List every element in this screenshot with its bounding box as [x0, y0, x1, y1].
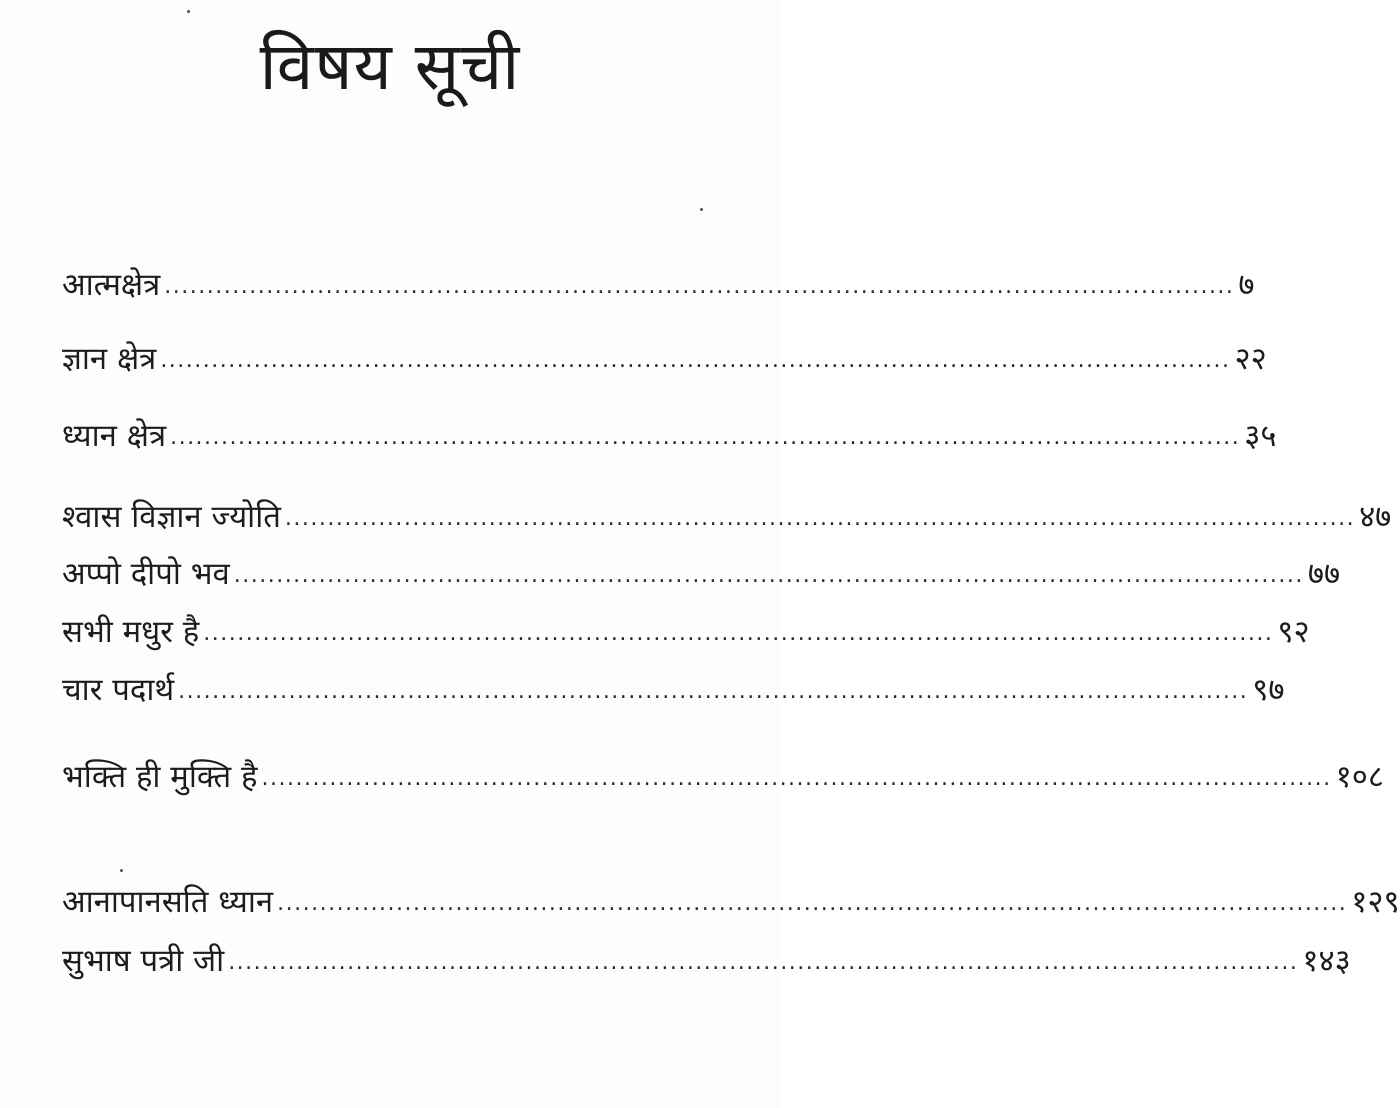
toc-entry — [62, 609, 1310, 655]
toc-leader-dots: .............................................................................................................................. — [203, 621, 1274, 646]
toc-leader-dots: .............................................................................................................................. — [170, 425, 1241, 450]
toc-entry — [62, 262, 1255, 308]
toc-leader-dots: .............................................................................................................................. — [261, 766, 1332, 791]
toc-entry — [62, 551, 1341, 597]
toc-entry-title: सभी मधुर है — [62, 614, 200, 650]
toc-entry — [62, 413, 1277, 459]
toc-entry — [62, 336, 1267, 382]
scan-speck — [187, 10, 190, 13]
toc-entry-title: सुभाष पत्री जी — [62, 943, 225, 979]
toc-entry — [62, 494, 1392, 540]
toc-leader-dots: .............................................................................................................................. — [233, 563, 1304, 588]
toc-entry — [62, 938, 1351, 984]
toc-entry-page-number: १०८ — [1335, 759, 1384, 795]
scan-speck — [120, 869, 123, 872]
toc-leader-dots: .............................................................................................................................. — [178, 679, 1249, 704]
toc-leader-dots: .............................................................................................................................. — [160, 348, 1231, 373]
toc-leader-dots: .............................................................................................................................. — [284, 506, 1356, 531]
toc-leader-dots: .............................................................................................................................. — [277, 891, 1348, 916]
toc-entry-page-number: २२ — [1234, 341, 1267, 377]
toc-entry-title: आत्मक्षेत्र — [62, 267, 161, 303]
toc-entry-page-number: ९७ — [1252, 672, 1285, 708]
toc-entry-page-number: ९२ — [1277, 614, 1310, 650]
toc-entry-title: चार पदार्थ — [62, 672, 175, 708]
toc-entry-title: ध्यान क्षेत्र — [62, 418, 167, 454]
toc-entry-page-number: १४३ — [1302, 943, 1351, 979]
toc-entry-title: आनापानसति ध्यान — [62, 884, 274, 920]
scan-speck — [700, 208, 703, 211]
toc-leader-dots: .............................................................................................................................. — [228, 950, 1299, 975]
toc-entry-page-number: ७ — [1238, 267, 1255, 303]
toc-entry-page-number: ४७ — [1359, 499, 1392, 535]
toc-entry — [62, 667, 1285, 713]
toc-entry-title: भक्ति ही मुक्ति है — [62, 759, 258, 795]
toc-entry-page-number: ३५ — [1244, 418, 1277, 454]
toc-entry-title: श्वास विज्ञान ज्योति — [62, 499, 281, 535]
toc-entry-title: अप्पो दीपो भव — [62, 556, 230, 592]
toc-entry-page-number: १२९ — [1351, 884, 1400, 920]
toc-entry — [62, 879, 1400, 925]
toc-entry — [62, 754, 1384, 800]
toc-entry-page-number: ७७ — [1307, 556, 1341, 592]
toc-entry-title: ज्ञान क्षेत्र — [62, 341, 157, 377]
page-title: विषय सूची — [259, 28, 521, 105]
toc-leader-dots: .............................................................................................................................. — [164, 274, 1235, 299]
